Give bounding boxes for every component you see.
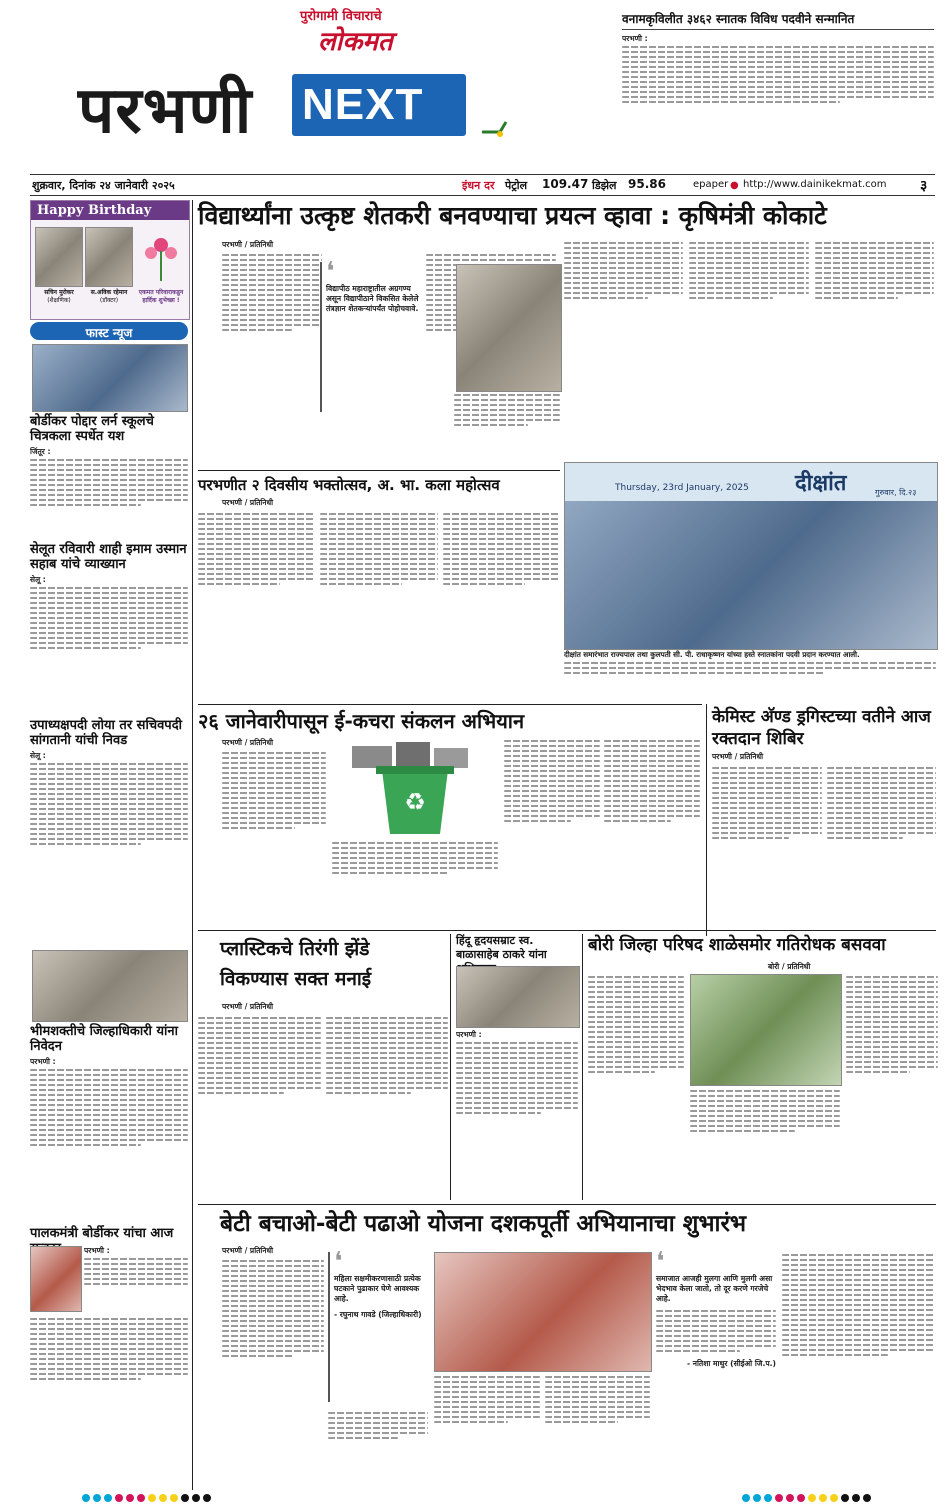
fast-news-byline-2: सेलू : [30,575,46,584]
quote-mark-icon: ❛ [326,257,335,287]
bori-photo [690,974,842,1086]
fast-news-byline-4: परभणी : [30,1057,56,1066]
footer-color-marks-right [740,1488,880,1498]
beti-quote-box-2 [656,1247,776,1462]
fast-news-byline-3: सेलू : [30,751,46,760]
page-number: ३ [920,178,928,194]
masthead-tagline: पुरोगामी विचाराचे [300,9,382,24]
lead-quote-box [320,257,424,412]
divider-plastic [198,930,936,931]
top-right-byline: परभणी : [622,34,648,43]
petrol-label: पेट्रोल [505,179,528,192]
bori-byline: बोरी / प्रतिनिधी [768,962,811,971]
ekachra-headline: २६ जानेवारीपासून ई-कचरा संकलन अभियान [198,709,525,733]
page-title: परभणी [78,74,253,148]
convocation-banner [565,463,937,501]
next-logo [292,74,466,136]
fast-news-headline-3: उपाध्यक्षपदी लोया तर सचिवपदी सांगतानी यांची निवड [30,718,182,748]
fast-news-photo-2 [32,950,188,1022]
birthday-photo-1 [35,227,83,287]
flower-icon [139,231,183,283]
birthday-name-2: स.अविक रहेमान [90,289,128,296]
hindu-byline: परभणी : [456,1030,482,1039]
fast-news-photo-1 [32,344,188,412]
fast-news-headline-4: भीमशक्तीचे जिल्हाधिकारी यांना निवेदन [30,1024,178,1054]
lead-continuation [454,392,560,470]
birthday-name-1: सचिन मुरोकर [44,289,74,296]
petrol-price: 109.47 [542,177,589,191]
fast-news-headline-2: सेलूत रविवारी शाही इमाम उस्मान सहाब यांचे व्याख्यान [30,542,187,572]
bhakti-headline: परभणीत २ दिवसीय भक्तोत्सव, अ. भा. कला महोत्सव [198,476,500,494]
fast-news-item-2 [30,542,188,712]
recycle-bin-icon [332,738,498,838]
lead-headline: विद्यार्थ्यांना उत्कृष्ट शेतकरी बनवण्याचा प्रयत्न व्हावा : कृषिमंत्री कोकाटे [198,201,827,230]
lead-photo [456,264,562,392]
birthday-box [30,200,190,320]
hindu-headline: हिंदू हृदयसम्राट स्व. बाळासाहेब ठाकरे यांना [456,934,547,961]
birthday-title: Happy Birthday [31,201,189,220]
fast-news-photo-3 [30,1246,82,1312]
brand-logo: लोकमत [318,27,393,57]
fast-news-label: फास्ट न्यूज [85,326,133,340]
birthday-role-2: (डॉक्टर) [99,297,119,304]
beti-quote-1: महिला सक्षमीकरणासाठी प्रत्येक घटकाने पुढाकार घेणे आवश्यक आहे. [334,1274,421,1303]
top-right-headline: वनामकृविलीत ३४६२ स्नातक विविध पदवीने सन्मानित [622,12,934,30]
banner-date-mr: गुरुवार, दि.२३ [875,488,917,497]
lead-column-2 [564,240,934,462]
top-right-story [622,12,934,162]
divider-bhakti [198,470,560,471]
epaper-link[interactable]: http://www.dainikekmat.com [743,179,887,190]
diesel-price: 95.86 [628,177,666,191]
beti-story [198,1246,936,1480]
convocation-caption [564,650,936,702]
ekachra-story [198,738,702,918]
lead-quote: विद्यापीठ महाराष्ट्रातील अग्रगण्य असून विद्यापीठाने विकसित केलेले तंत्रज्ञान शेतकऱ्यांपर्यंत पोहोचवावे. [326,284,419,313]
banner-date: Thursday, 23rd January, 2025 [615,483,749,493]
date-strip [30,174,935,196]
convocation-photo [564,462,938,650]
banner-word: दीक्षांत [795,471,847,496]
beti-quote-1-author: - रघुनाथ गावडे (जिल्हाधिकारी) [334,1310,422,1319]
left-column-divider [192,200,193,1490]
hindu-photo [456,966,580,1028]
fast-news-byline-5: परभणी : [84,1246,110,1255]
beti-quote-box-1 [328,1247,432,1402]
birthday-role-1: (शैक्षणिक) [47,297,71,304]
fuel-pump-icon [480,118,508,138]
issue-date: शुक्रवार, दिनांक २४ जानेवारी २०२५ [32,179,175,192]
next-label: NEXT [302,80,424,129]
lead-byline: परभणी / प्रतिनिधी [222,240,274,249]
bhakti-story [198,498,560,698]
plastic-byline: परभणी / प्रतिनिधी [222,1002,274,1011]
fast-news-item-4 [30,1024,188,1220]
globe-icon: ● [730,180,739,191]
birthday-photo-2 [85,227,133,287]
bori-headline: बोरी जिल्हा परिषद शाळेसमोर गतिरोधक बसववा [588,935,886,955]
divider-beti [198,1204,936,1205]
divider-ekachra [198,704,702,705]
divider-chemist [706,704,707,936]
hindu-story [456,1030,578,1200]
bori-story [588,962,938,1200]
quote-mark-icon-2: ❛ [656,1247,665,1277]
convocation-caption-text: दीक्षांत समारंभात राज्यपाल तथा कुलपती सी. पी. राधाकृष्णन यांच्या हस्ते स्नातकांना पदवी प्रदान करण्यात आली. [564,650,860,659]
chemist-headline: केमिस्ट अ‍ॅण्ड ड्रगिस्टच्या वतीने आज रक्तदान शिबिर [712,707,931,749]
fast-news-headline-1: बोर्डीकर पोद्दार लर्न स्कूलचे चित्रकला स्पर्धेत यश [30,414,154,444]
plastic-story [198,1002,448,1202]
fast-news-headline-5: पालकमंत्री बोर्डीकर यांचा आज [30,1226,174,1241]
bhakti-byline: परभणी / प्रतिनिधी [222,498,274,507]
beti-quote-2-author: - नतिशा माथुर (सीईओ जि.प.) [686,1359,776,1368]
chemist-byline: परभणी / प्रतिनिधी [712,752,764,761]
svg-text:♻: ♻ [404,788,426,816]
footer-color-marks-left [80,1488,220,1498]
beti-quote-2: समाजात आजही मुलगा आणि मुलगी असा भेदभाव केला जातो, तो दूर करणे गरजेचे आहे. [656,1274,773,1303]
epaper-label: epaper [693,179,729,190]
fast-news-item-3 [30,718,188,928]
quote-mark-icon-1: ❛ [334,1247,343,1277]
divider-bori [582,934,583,1200]
beti-photo [434,1252,652,1372]
plastic-headline: प्लास्टिकचे तिरंगी झेंडे विकण्यास सक्त मनाई [220,938,372,990]
beti-headline: बेटी बचाओ-बेटी पढाओ योजना दशकपूर्ती अभियानाचा शुभारंभ [220,1211,747,1237]
diesel-label: डिझेल [592,179,617,192]
divider-hindu [450,934,451,1200]
birthday-wish: एकमत परिवाराकडून हार्दिक शुभेच्छा ! [138,289,184,304]
ekachra-byline: परभणी / प्रतिनिधी [222,738,274,747]
fast-news-title [30,322,188,340]
fuel-label: इंधन दर [462,179,495,192]
beti-byline: परभणी / प्रतिनिधी [222,1246,274,1255]
fast-news-byline-1: जिंतूर : [30,447,51,456]
chemist-story [712,752,936,932]
fast-news-item-5 [30,1226,188,1486]
